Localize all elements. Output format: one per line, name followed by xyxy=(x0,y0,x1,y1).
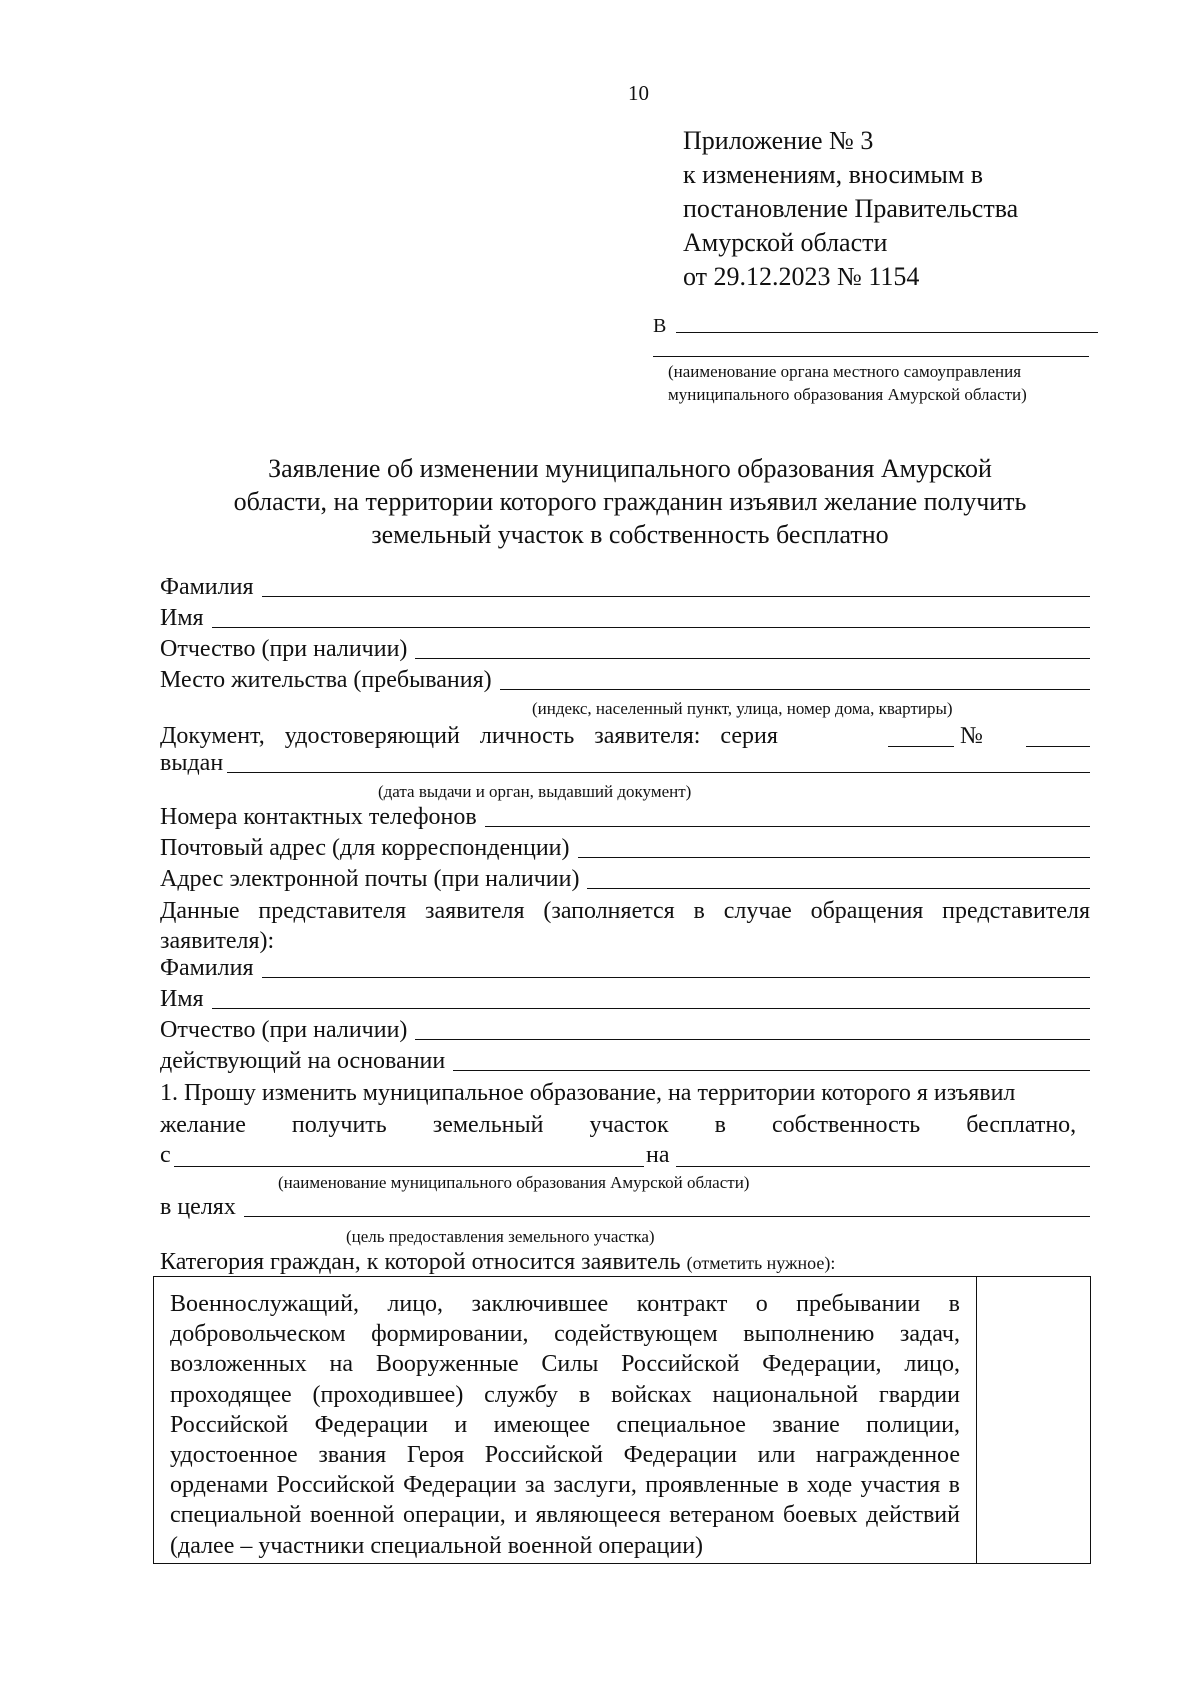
recipient-caption-1: (наименование органа местного самоуправления xyxy=(668,362,1022,381)
request-line-2: желание получить земельный участок в собственность бесплатно, xyxy=(160,1112,1077,1138)
purpose-field[interactable] xyxy=(244,1216,1090,1217)
category-heading-text: Категория граждан, к которой относится заявитель xyxy=(160,1249,681,1275)
category-heading xyxy=(160,1247,835,1278)
issued-field[interactable] xyxy=(227,772,1090,773)
title-line-2: области, на территории которого гражданин изъявил желание получить xyxy=(233,487,1027,516)
applicant-patronymic-row xyxy=(160,634,1090,664)
postal-row xyxy=(160,833,1090,863)
representative-intro-line-2: заявителя): xyxy=(160,928,275,954)
request-from-label: с xyxy=(160,1142,171,1168)
email-field[interactable] xyxy=(587,888,1090,889)
applicant-surname-row xyxy=(160,572,1090,602)
postal-field[interactable] xyxy=(578,857,1091,858)
rep-name-field[interactable] xyxy=(212,1008,1090,1009)
applicant-patronymic-label: Отчество (при наличии) xyxy=(160,636,408,662)
phones-label: Номера контактных телефонов xyxy=(160,804,477,830)
recipient-caption-2: муниципального образования Амурской области) xyxy=(668,385,1027,404)
rep-surname-label: Фамилия xyxy=(160,955,254,981)
rep-basis-field[interactable] xyxy=(453,1070,1090,1071)
appendix-line-5: от 29.12.2023 № 1154 xyxy=(683,262,920,291)
applicant-surname-label: Фамилия xyxy=(160,574,254,600)
email-label: Адрес электронной почты (при наличии) xyxy=(160,866,580,892)
applicant-residence-label: Место жительства (пребывания) xyxy=(160,667,492,693)
rep-name-row xyxy=(160,984,1090,1014)
rep-name-label: Имя xyxy=(160,986,204,1012)
issued-label: выдан xyxy=(160,750,224,776)
rep-basis-row xyxy=(160,1046,1090,1076)
request-to-label: на xyxy=(646,1142,670,1168)
rep-patronymic-row xyxy=(160,1015,1090,1045)
applicant-patronymic-field[interactable] xyxy=(415,658,1090,659)
category-heading-note: (отметить нужное): xyxy=(686,1253,836,1273)
request-line-1: 1. Прошу изменить муниципальное образование, на территории которого я изъявил xyxy=(160,1080,1016,1106)
postal-label: Почтовый адрес (для корреспонденции) xyxy=(160,835,570,861)
rep-patronymic-label: Отчество (при наличии) xyxy=(160,1017,408,1043)
appendix-line-3: постановление Правительства xyxy=(683,194,1019,223)
request-from-field[interactable] xyxy=(174,1166,644,1167)
request-to-field[interactable] xyxy=(676,1166,1090,1167)
recipient-line-1[interactable] xyxy=(676,332,1098,333)
id-number-sign: № xyxy=(960,723,983,749)
phones-field[interactable] xyxy=(485,826,1090,827)
applicant-residence-row xyxy=(160,665,1090,695)
applicant-name-row xyxy=(160,603,1090,633)
appendix-line-1: Приложение № 3 xyxy=(683,126,874,155)
applicant-name-label: Имя xyxy=(160,605,204,631)
document-title xyxy=(0,452,1200,551)
category-option-1-text: Военнослужащий, лицо, заключившее контракт о пребывании в добровольческом формировании, содействующем выполнению задач, возложенных на Вооруженные Силы Российской Федерации, лицо, проходящее (проходившее) службу в войсках национальной гвардии Российской Федерации и имеющее специальное звание полиции, удостоенное звания Героя Российской Федерации или награжденное орденами Российской Федерации за заслуги, проявленные в ходе участия в специальной военной операции, и являющееся ветераном боевых действий (далее – участники специальной военной операции) xyxy=(170,1291,960,1559)
recipient-prefix: В xyxy=(653,315,667,337)
purpose-caption: (цель предоставления земельного участка) xyxy=(346,1227,655,1246)
representative-intro xyxy=(160,896,1090,956)
appendix-line-4: Амурской области xyxy=(683,228,888,257)
issued-caption: (дата выдачи и орган, выдавший документ) xyxy=(378,782,692,801)
purpose-label: в целях xyxy=(160,1194,236,1220)
applicant-name-field[interactable] xyxy=(212,627,1090,628)
appendix-line-2: к изменениям, вносимым в xyxy=(683,160,984,189)
issued-row xyxy=(160,748,1090,778)
title-line-3: земельный участок в собственность бесплатно xyxy=(371,520,889,549)
phones-row xyxy=(160,802,1090,832)
rep-patronymic-field[interactable] xyxy=(415,1039,1090,1040)
rep-surname-field[interactable] xyxy=(262,977,1090,978)
id-document-label: Документ, удостоверяющий личность заявителя: серия xyxy=(160,723,778,749)
representative-intro-line-1: Данные представителя заявителя (заполняется в случае обращения представителя xyxy=(160,898,1090,924)
applicant-surname-field[interactable] xyxy=(262,596,1090,597)
title-line-1: Заявление об изменении муниципального образования Амурской xyxy=(268,454,992,483)
id-series-field[interactable] xyxy=(888,746,954,747)
mo-caption: (наименование муниципального образования Амурской области) xyxy=(278,1173,750,1192)
recipient-line-2[interactable] xyxy=(653,356,1089,357)
purpose-row xyxy=(160,1192,1090,1222)
residence-caption: (индекс, населенный пункт, улица, номер дома, квартиры) xyxy=(532,699,953,718)
category-option-1-checkbox[interactable] xyxy=(976,1277,1090,1563)
applicant-residence-field[interactable] xyxy=(500,689,1090,690)
appendix-block xyxy=(683,124,1018,294)
rep-surname-row xyxy=(160,953,1090,983)
email-row xyxy=(160,864,1090,894)
rep-basis-label: действующий на основании xyxy=(160,1048,446,1074)
id-number-field[interactable] xyxy=(1026,746,1090,747)
category-table xyxy=(153,1276,1091,1564)
page-number: 10 xyxy=(628,81,649,105)
